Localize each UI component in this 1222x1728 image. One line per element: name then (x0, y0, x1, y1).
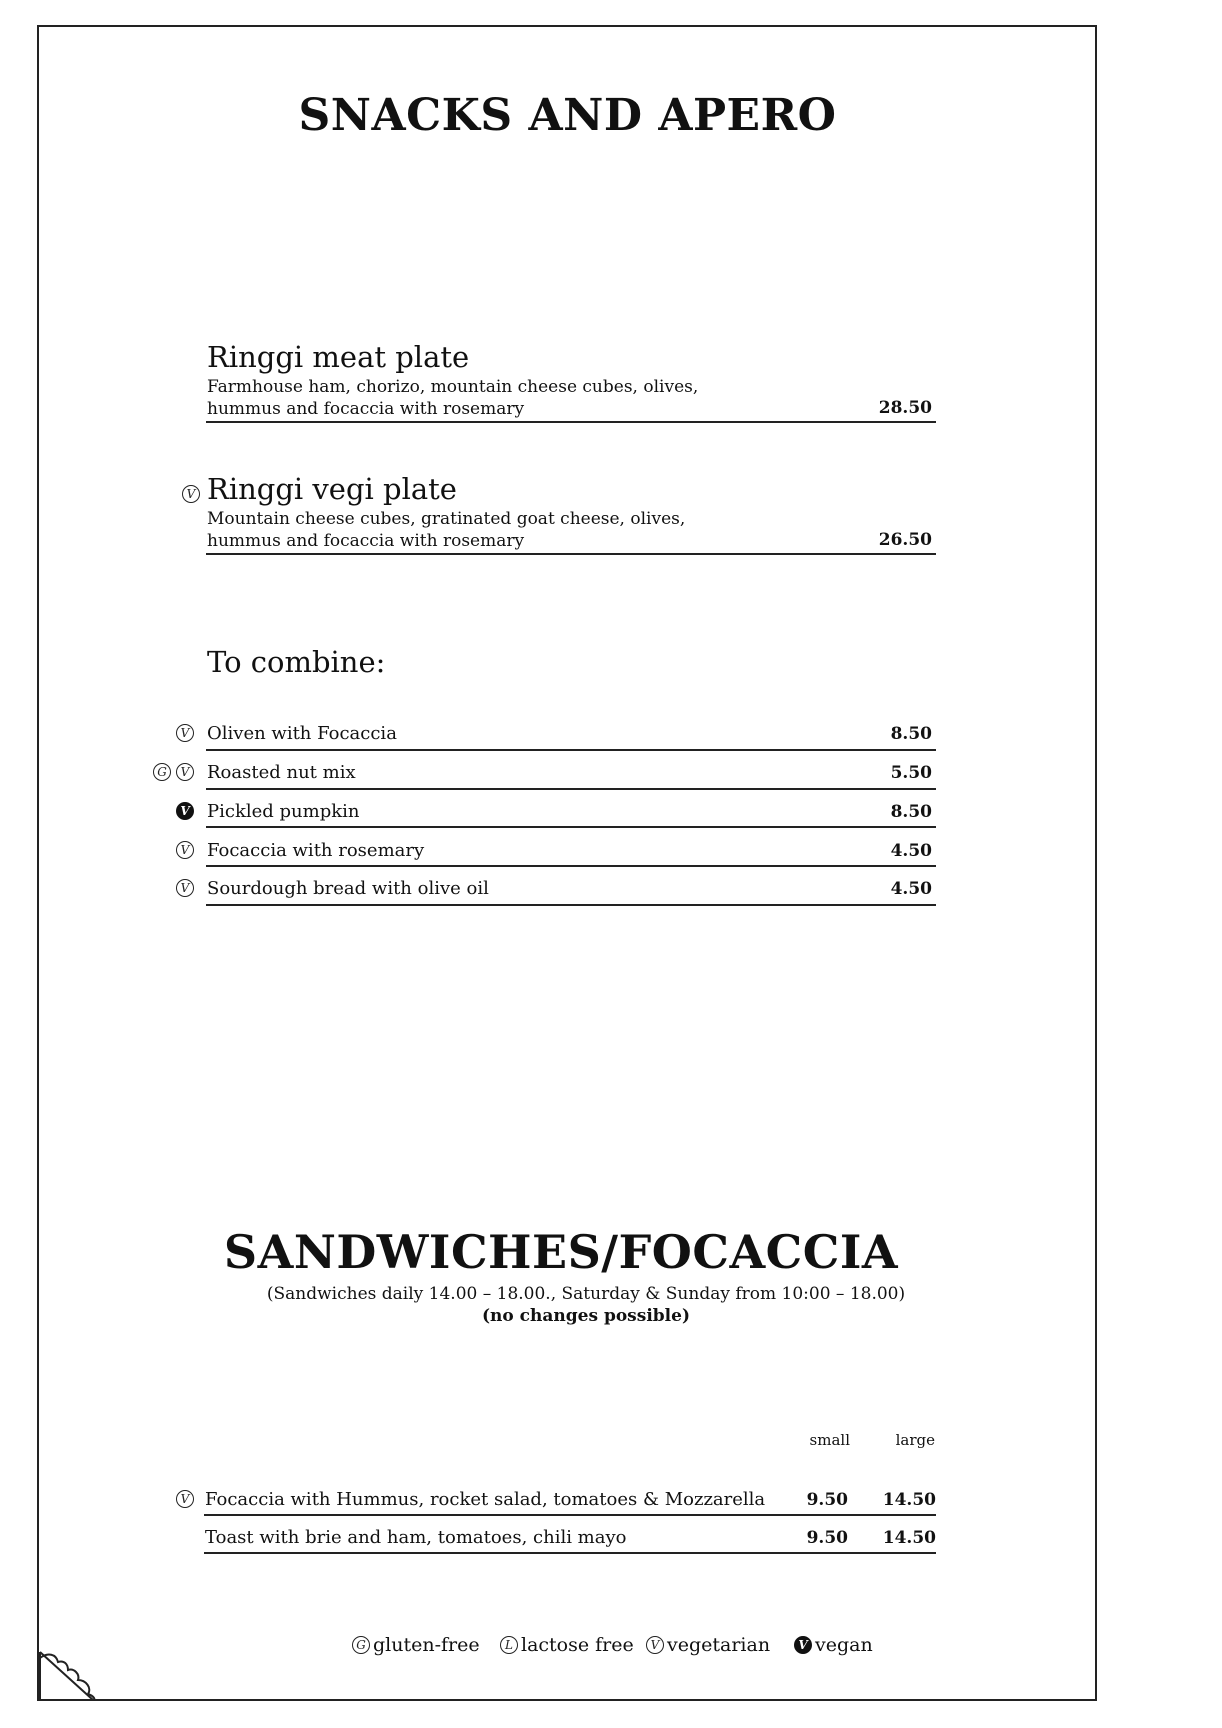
sandwich-price-small: 9.50 (806, 1490, 848, 1510)
vegan-icon: V (176, 802, 194, 820)
column-header-small: small (809, 1431, 850, 1449)
combine-item-price: 4.50 (890, 841, 932, 861)
plate-price: 26.50 (878, 530, 932, 550)
combine-item-price: 8.50 (890, 724, 932, 744)
vegetarian-icon: V (176, 841, 194, 859)
sandwiches-title: SANDWICHES/FOCACCIA (223, 1225, 899, 1279)
combine-item-price: 8.50 (890, 802, 932, 822)
divider (206, 553, 936, 555)
divider (206, 788, 936, 790)
legend-label: gluten-free (373, 1634, 480, 1656)
gluten-free-icon: G (352, 1636, 370, 1654)
combine-item-label: Pickled pumpkin (207, 801, 360, 822)
sandwiches-hours: (Sandwiches daily 14.00 – 18.00., Saturday & Sunday from 10:00 – 18.00) (266, 1284, 906, 1304)
divider (206, 865, 936, 867)
sandwich-price-large: 14.50 (882, 1490, 936, 1510)
divider (206, 421, 936, 423)
corner-logo-icon (38, 1650, 100, 1702)
plate-price: 28.50 (878, 398, 932, 418)
divider (204, 1552, 936, 1554)
legend-vegetarian (646, 1634, 770, 1656)
legend-lactose-free (500, 1634, 634, 1656)
sandwiches-note: (no changes possible) (482, 1306, 690, 1326)
legend-label: lactose free (521, 1634, 634, 1656)
vegetarian-icon: V (176, 879, 194, 897)
plate-name: Ringgi vegi plate (207, 472, 457, 506)
sandwich-item-label: Toast with brie and ham, tomatoes, chili mayo (205, 1527, 627, 1548)
divider (206, 749, 936, 751)
vegetarian-icon: V (646, 1636, 664, 1654)
combine-heading: To combine: (207, 645, 386, 679)
legend-label: vegan (815, 1634, 873, 1656)
legend-gluten-free (352, 1634, 480, 1656)
sandwich-price-large: 14.50 (882, 1528, 936, 1548)
plate-description: hummus and focaccia with rosemary (207, 399, 525, 419)
combine-item-label: Oliven with Focaccia (207, 723, 397, 744)
plate-description: Farmhouse ham, chorizo, mountain cheese cubes, olives, (207, 377, 699, 397)
sandwich-price-small: 9.50 (806, 1528, 848, 1548)
divider (206, 904, 936, 906)
combine-item-price: 4.50 (890, 879, 932, 899)
lactose-free-icon: L (500, 1636, 518, 1654)
plate-description: hummus and focaccia with rosemary (207, 531, 525, 551)
sandwich-item-label: Focaccia with Hummus, rocket salad, tomatoes & Mozzarella (205, 1489, 766, 1510)
snacks-title: SNACKS AND APERO (298, 90, 837, 141)
legend-vegan (794, 1634, 873, 1656)
plate-name: Ringgi meat plate (207, 340, 470, 374)
vegan-icon: V (794, 1636, 812, 1654)
gluten-free-icon: G (153, 763, 171, 781)
vegetarian-icon: V (176, 1490, 194, 1508)
divider (204, 1514, 936, 1516)
column-header-large: large (895, 1431, 935, 1449)
plate-description: Mountain cheese cubes, gratinated goat cheese, olives, (207, 509, 686, 529)
combine-item-price: 5.50 (890, 763, 932, 783)
combine-item-label: Sourdough bread with olive oil (207, 878, 489, 899)
vegetarian-icon: V (176, 724, 194, 742)
legend-label: vegetarian (667, 1634, 771, 1656)
vegetarian-icon: V (176, 763, 194, 781)
vegetarian-icon: V (182, 485, 200, 503)
divider (206, 826, 936, 828)
menu-frame (37, 25, 1097, 1701)
combine-item-label: Focaccia with rosemary (207, 840, 425, 861)
combine-item-label: Roasted nut mix (207, 762, 356, 783)
